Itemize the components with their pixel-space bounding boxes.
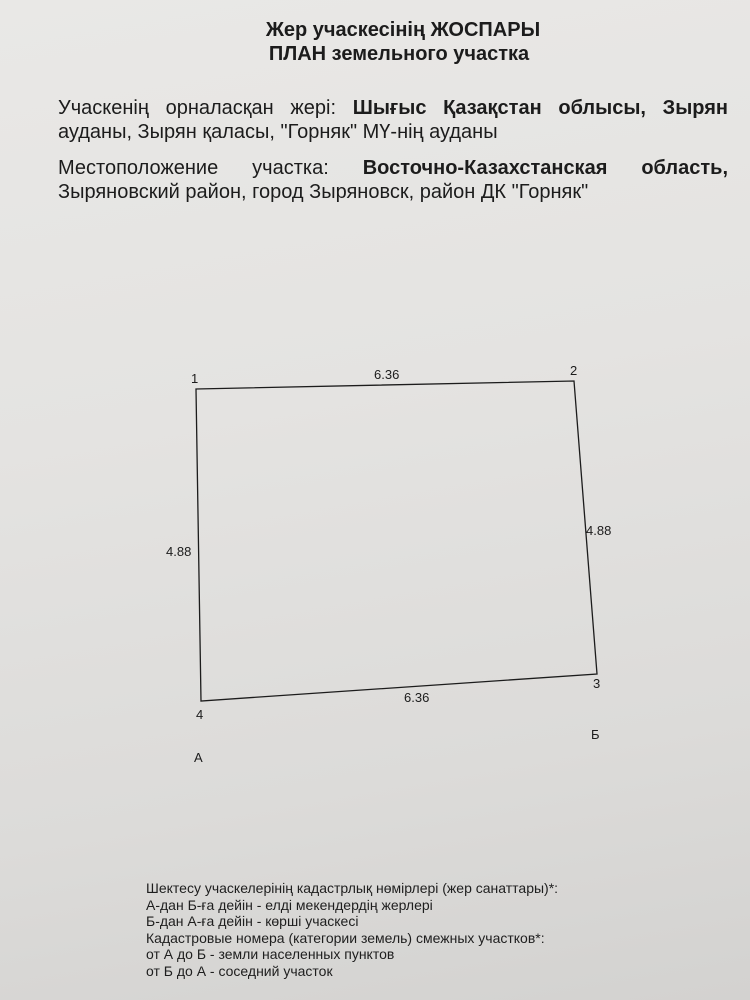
- point-3-label: 3: [593, 676, 601, 691]
- point-2-label: 2: [570, 363, 578, 378]
- location-ru-label: Местоположение участка:: [58, 157, 329, 179]
- title-ru: ПЛАН земельного участка: [268, 43, 530, 65]
- footer-line-3: Б-дан А-ға дейін - көрші учаскесі: [146, 913, 359, 929]
- side-bottom-length: 6.36: [404, 690, 430, 705]
- location-kz-value-2: ауданы, Зырян қаласы, "Горняк" МҮ-нің ауданы: [58, 121, 498, 143]
- location-kz-value-1: Шығыс Қазақстан облысы, Зырян: [352, 97, 728, 119]
- location-ru-value-2: Зыряновский район, город Зыряновск, район ДК "Горняк": [58, 181, 589, 203]
- footer-line-4: Кадастровые номера (категории земель) смежных участков*:: [146, 929, 545, 946]
- location-ru-value-1: Восточно-Казахстанская область,: [362, 157, 729, 179]
- footer-line-5: от А до Б - земли населенных пунктов: [146, 946, 395, 962]
- footer-line-6: от Б до А - соседний участок: [146, 962, 333, 979]
- plot-boundary: [196, 381, 597, 701]
- point-1-label: 1: [191, 371, 199, 386]
- footer-line-2: А-дан Б-ға дейін - елді мекендердің жерлері: [146, 896, 433, 913]
- marker-a: А: [194, 750, 203, 765]
- marker-b: Б: [591, 727, 600, 742]
- location-kz-label: Учаскенің орналасқан жері:: [58, 97, 337, 119]
- side-top-length: 6.36: [374, 367, 400, 382]
- side-right-length: 4.88: [586, 523, 612, 538]
- adjacent-parcels-note: [146, 880, 746, 979]
- point-4-label: 4: [196, 707, 204, 722]
- side-left-length: 4.88: [166, 544, 192, 559]
- title-kz: Жер учаскесінің ЖОСПАРЫ: [265, 19, 541, 41]
- footer-line-1: Шектесу учаскелерінің кадастрлық нөмірлері (жер санаттары)*:: [146, 880, 559, 896]
